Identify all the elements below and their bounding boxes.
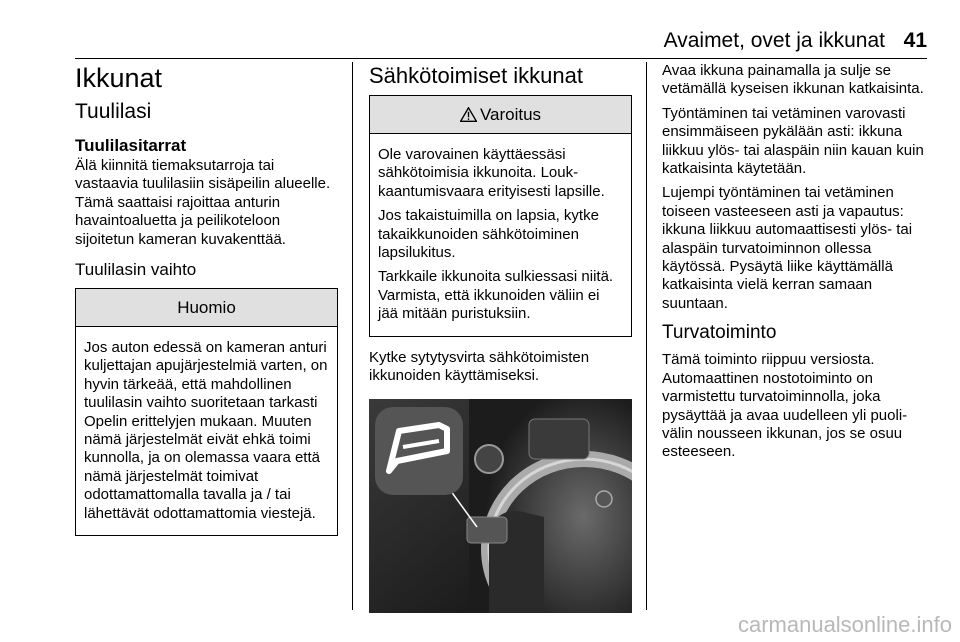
paragraph: Älä kiinnitä tiemaksutarroja tai vastaavia tuulilasiin sisäpeilin alueelle. Tämä saattaisi rajoittaa anturin havaintoaluetta ja peilikoteloon sijoitetun kameran kuvakenttää.	[75, 157, 331, 248]
header-divider	[75, 58, 927, 59]
warning-text: Ole varovainen käyttäessäsi sähkötoimisia ikkunoita. Loukkaantumisvaara erityisesti lapsille.	[378, 146, 605, 200]
topic-heading: Tuulilasitarrat	[75, 136, 187, 155]
warning-text: Jos takaistuimilla on lapsia, kytke takaikkunoiden sähkötoiminen lapsilukitus.	[378, 207, 599, 262]
paragraph: Tämä toiminto riippuu versiosta. Automaattinen nostotoiminto on varmistettu turvatoiminnolla, joka pysäyttää ja avaa uudelleen yli puolivälin nousseen ikkunan, jos se osuu esteeseen.	[662, 351, 908, 461]
subsection-title: Tuulilasi	[75, 100, 152, 123]
car-door-photo-illustration	[369, 399, 632, 613]
paragraph: Kytke sytytysvirta sähkötoimisten ikkunoiden käyttämiseksi.	[369, 348, 590, 385]
column-1	[75, 62, 338, 536]
column-divider-1	[352, 62, 353, 610]
page-number: 41	[903, 29, 927, 52]
column-divider-2	[646, 62, 647, 610]
note-box	[75, 288, 338, 536]
warning-title: Varoitus	[479, 105, 542, 124]
warning-header	[370, 96, 631, 134]
window-switch-photo	[369, 399, 632, 613]
note-title: Huomio	[76, 289, 337, 327]
section-title: Ikkunat	[75, 63, 163, 93]
watermark: carmanualsonline.info	[737, 612, 952, 637]
warning-box	[369, 95, 632, 337]
header-title: Avaimet, ovet ja ikkunat	[663, 29, 885, 52]
column-3	[662, 62, 930, 468]
section-title: Sähkötoimiset ikkunat	[369, 63, 583, 88]
topic-heading: Turvatoiminto	[662, 322, 777, 344]
paragraph: Avaa ikkuna painamalla ja sulje se vetämällä kyseisen ikkunan katkaisinta.	[662, 62, 924, 98]
column-2	[369, 62, 632, 613]
paragraph: Lujempi työntäminen tai vetäminen toiseen vasteeseen asti ja vapautus: ikkuna liikkuu automaattisesti ylös- tai alaspäin turvatoiminnon ollessa käytössä. Pysäytä liike käyttämällä katkaisinta vielä kerran samaan suuntaan.	[662, 184, 913, 312]
page-header	[0, 28, 960, 58]
paragraph: Työntäminen tai vetäminen varovasti ensimmäiseen pykälään asti: ikkuna liikkuu ylös- tai alaspäin niin kauan kuin katkaisinta käytetään.	[662, 104, 924, 178]
warning-text: Tarkkaile ikkunoita sulkiessasi niitä. Varmista, että ikkunoiden väliin ei jää mitään puristuksiin.	[378, 268, 614, 323]
topic-heading: Tuulilasin vaihto	[75, 260, 197, 280]
note-text: Jos auton edessä on kameran anturi kuljettajan apujärjestelmiä varten, on hyvin tärkeää, että mahdollinen tuulilasin vaihto suoritetaan tarkasti Opelin erittelyjen mukaan. Muuten nämä järjestelmät eivät ehkä toimi kunnolla, ja on olemassa vaara että nämä järjestelmät toimivat odottamattomalla tavalla ja / tai lähettävät odottamattomia viestejä.	[84, 339, 328, 522]
warning-triangle-icon	[460, 107, 477, 122]
